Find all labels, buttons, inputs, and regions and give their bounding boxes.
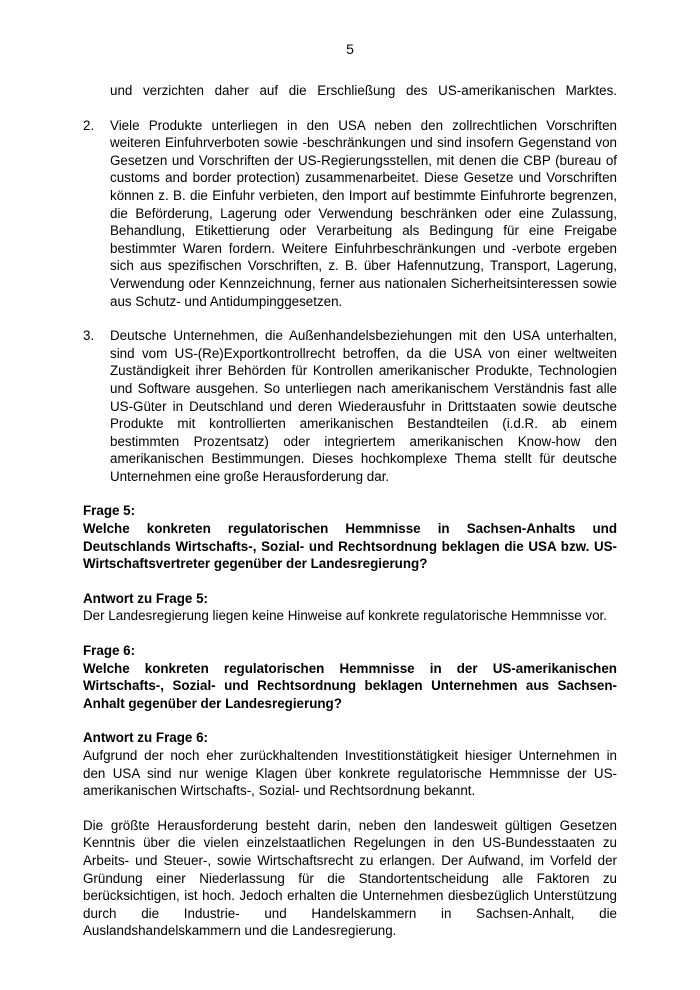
list-number: 2. (83, 117, 95, 133)
question-5-text: Welche konkreten regulatorischen Hemmnisse in Sachsen-Anhalts und Deutschlands Wirtschafts-, Sozial- und Rechtsordnung beklagen die USA bzw. US-Wirtschaftsvertreter gegenüber der Landesregierung? (83, 521, 617, 572)
list-text: Deutsche Unternehmen, die Außenhandelsbeziehungen mit den USA unterhalten, sind vom US-(Re)Exportkontrollrecht betroffen, da die USA von einer weltweiten Zuständigkeit ihrer Behörden für Kontrollen amerikanischer Produkte, Technologien und Software ausgehen. So unterliegen nach amerikanischem Verständnis fast alle US-Güter in Deutschland und deren Wiederausfuhr in Drittstaaten sowie deutsche Produkte mit kontrollierten amerikanischen Bestandteilen (i.d.R. ab einem bestimmten Prozentsatz) oder integriertem amerikanischen Know-how den amerikanischen Bestimmungen. Dieses hochkomplexe Thema stellt für deutsche Unternehmen eine große Herausforderung dar. (110, 328, 617, 484)
answer-6-label: Antwort zu Frage 6: (83, 730, 208, 746)
continuation-text: und verzichten daher auf die Erschließung des US-amerikanischen Marktes. (110, 83, 617, 98)
question-6-label: Frage 6: (83, 643, 136, 659)
list-text: Viele Produkte unterliegen in den USA neben den zollrechtlichen Vorschriften weiteren Einfuhrverboten sowie -beschränkungen und sind insofern Gegenstand von Gesetzen und Vorschriften der US-Regierungsstellen, mit denen die CBP (bureau of customs and border protection) zusammenarbeitet. Diese Gesetze und Vorschriften können z. B. die Einfuhr verbieten, den Import auf bestimmte Einfuhrorte begrenzen, die Beförderung, Lagerung oder Verwendung beschränken oder eine Zulassung, Behandlung, Etikettierung oder Verarbeitung als Bedingung für eine Freigabe bestimmter Waren fordern. Weitere Einfuhrbeschränkungen und -verbote ergeben sich aus spezifischen Vorschriften, z. B. über Hafennutzung, Transport, Lagerung, Verwendung oder Kennzeichnung, ferner aus nationalen Sicherheitsinteressen sowie aus Schutz- und Antidumpinggesetzen. (110, 117, 617, 309)
answer-6-paragraph: Die größte Herausforderung besteht darin, neben den landesweit gültigen Gesetzen Kenntnis über die vielen einzelstaatlichen Regelungen in den US-Bundesstaaten zu Arbeits- und Steuer-, sowie Wirtschaftsrecht zu erlangen. Der Aufwand, im Vorfeld der Gründung einer Niederlassung für die Standortentscheidung alle Faktoren zu berücksichtigen, ist hoch. Jedoch erhalten die Unternehmen diesbezüglich Unterstützung durch die Industrie- und Handelskammern in Sachsen-Anhalt, die Auslandshandelskammern und die Landesregierung. (83, 817, 617, 939)
answer-5-text: Der Landesregierung liegen keine Hinweise auf konkrete regulatorische Hemmnisse vor. (83, 608, 607, 624)
answer-6 (83, 729, 617, 940)
answer-6-paragraph: Aufgrund der noch eher zurückhaltenden Investitionstätigkeit hiesiger Unternehmen in den USA sind nur wenige Klagen über konkrete regulatorische Hemmnisse der US-amerikanischen Wirtschafts-, Sozial- und Rechtsordnung bekannt. (83, 748, 617, 799)
question-5 (83, 502, 617, 572)
question-6 (83, 642, 617, 712)
list-number: 3. (83, 328, 95, 344)
page-number: 5 (346, 41, 354, 57)
list-item-2 (83, 117, 617, 311)
question-6-text: Welche konkreten regulatorischen Hemmnisse in der US-amerikanischen Wirtschafts-, Sozial- und Rechtsordnung beklagen Unternehmen aus Sachsen-Anhalt gegenüber der Landesregierung? (83, 660, 617, 711)
question-5-label: Frage 5: (83, 503, 136, 519)
answer-5 (83, 590, 617, 625)
page-content (83, 82, 617, 940)
list-item-3 (83, 327, 617, 485)
answer-5-label: Antwort zu Frage 5: (83, 590, 208, 606)
